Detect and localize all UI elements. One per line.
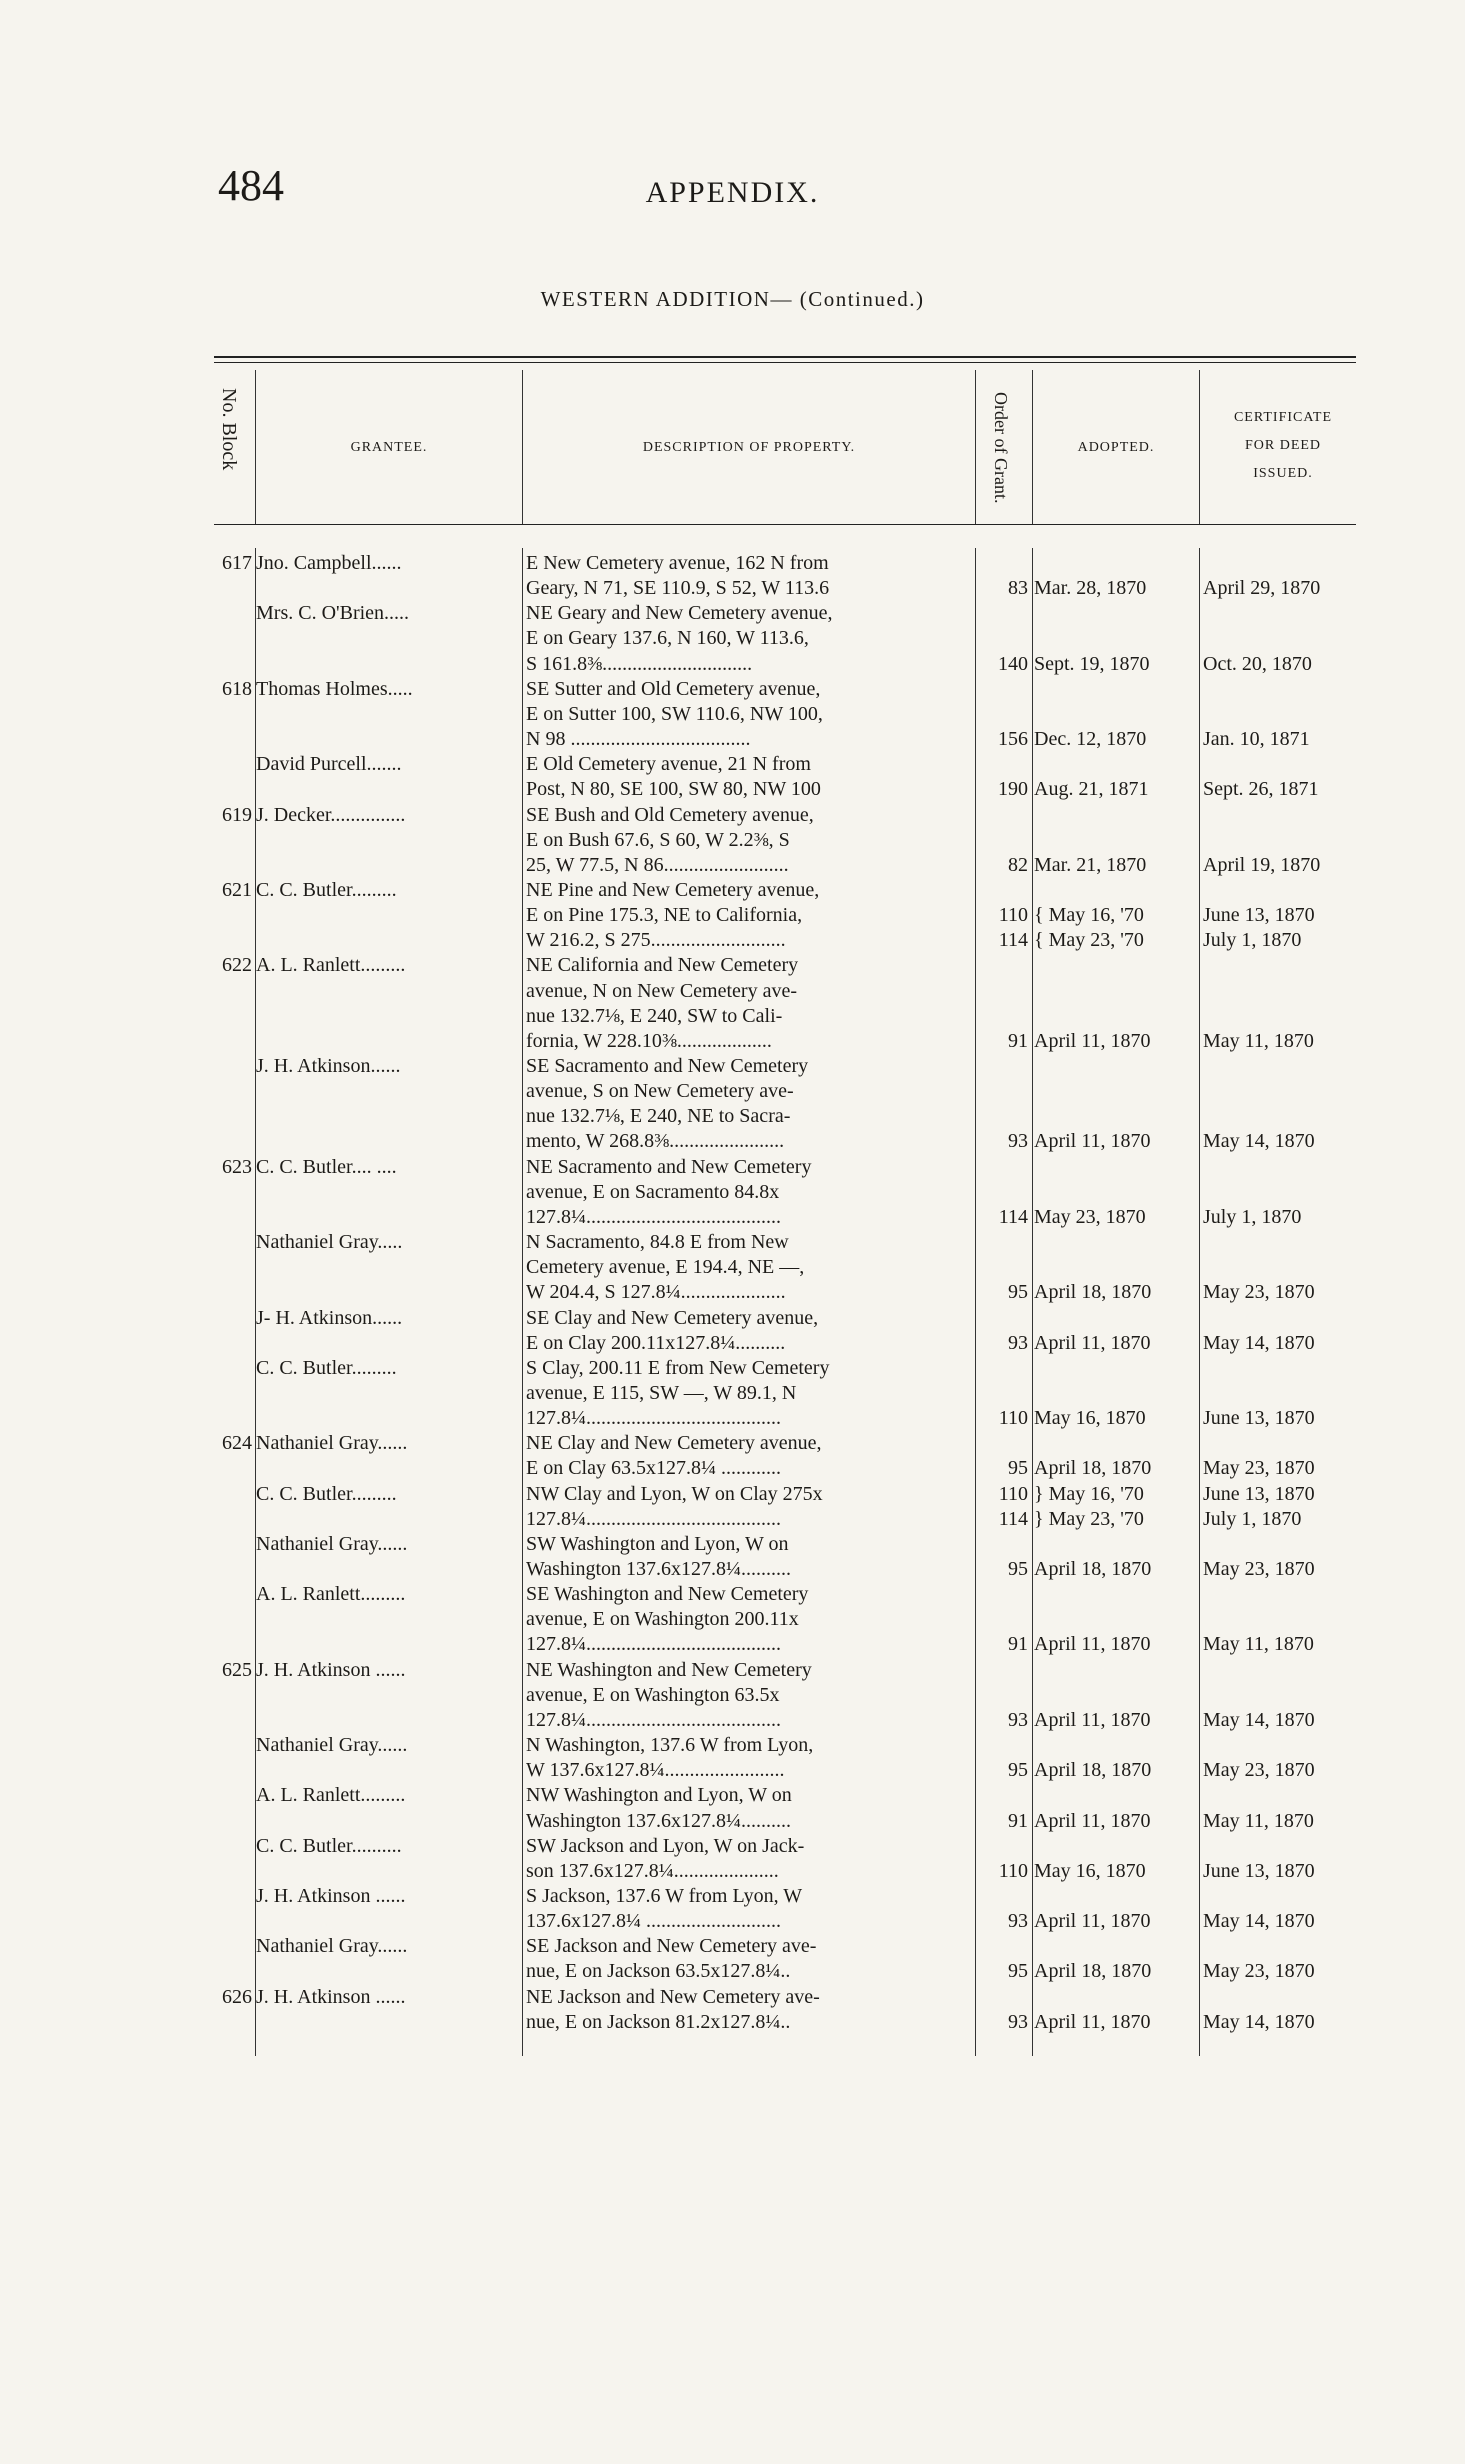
table-row bbox=[0, 1306, 1465, 1331]
grantee: Thomas Holmes..... bbox=[256, 677, 413, 700]
grantee: Mrs. C. O'Brien..... bbox=[256, 602, 410, 625]
table-row bbox=[0, 1985, 1465, 2010]
table-row bbox=[0, 1809, 1465, 1834]
property-description: N 98 .................................... bbox=[526, 728, 751, 751]
adopted-date: April 11, 1870 bbox=[1034, 1910, 1151, 1933]
property-description: SE Washington and New Cemetery bbox=[526, 1583, 809, 1606]
adopted-date: { May 16, '70 bbox=[1034, 904, 1144, 927]
grantee: J. H. Atkinson...... bbox=[256, 1055, 401, 1077]
table-row bbox=[0, 979, 1465, 1004]
order-of-grant: 110 bbox=[998, 904, 1028, 927]
adopted-date: April 18, 1870 bbox=[1034, 1457, 1152, 1480]
property-description: mento, W 268.8⅜....................... bbox=[526, 1130, 785, 1153]
table-row bbox=[0, 752, 1465, 777]
grantee: Nathaniel Gray...... bbox=[256, 1935, 408, 1958]
adopted-date: April 11, 1870 bbox=[1034, 1130, 1151, 1153]
table-row bbox=[0, 853, 1465, 878]
table-row bbox=[0, 1834, 1465, 1859]
adopted-date: April 11, 1870 bbox=[1034, 1633, 1151, 1656]
adopted-date: April 11, 1870 bbox=[1034, 1809, 1151, 1832]
adopted-date: { May 23, '70 bbox=[1034, 929, 1144, 952]
table-row bbox=[0, 1104, 1465, 1129]
property-description: SE Sutter and Old Cemetery avenue, bbox=[526, 677, 821, 700]
order-of-grant: 95 bbox=[1008, 1281, 1028, 1304]
property-description: SW Washington and Lyon, W on bbox=[526, 1532, 789, 1555]
property-description: nue, E on Jackson 81.2x127.8¼.. bbox=[526, 2010, 791, 2033]
property-description: 127.8¼....................................... bbox=[526, 1507, 781, 1530]
property-description: W 137.6x127.8¼........................ bbox=[526, 1759, 785, 1782]
property-description: W 204.4, S 127.8¼..................... bbox=[526, 1281, 786, 1304]
order-of-grant: 110 bbox=[998, 1859, 1028, 1882]
certificate-date: July 1, 1870 bbox=[1203, 929, 1302, 952]
block-number: 619 bbox=[222, 803, 252, 826]
header-adopted: ADOPTED. bbox=[1077, 440, 1155, 455]
header-certificate bbox=[1200, 404, 1366, 488]
table-row bbox=[0, 1909, 1465, 1934]
header-certificate-line-1: CERTIFICATE bbox=[1233, 410, 1333, 425]
table-row bbox=[0, 1632, 1465, 1657]
property-description: E on Clay 200.11x127.8¼.......... bbox=[526, 1331, 786, 1354]
property-description: NE California and New Cemetery bbox=[526, 954, 799, 977]
property-description: Geary, N 71, SE 110.9, S 52, W 113.6 bbox=[526, 577, 830, 600]
certificate-date: May 14, 1870 bbox=[1203, 1130, 1315, 1153]
order-of-grant: 190 bbox=[998, 778, 1028, 801]
property-description: 127.8¼....................................... bbox=[526, 1633, 781, 1656]
grantee: Nathaniel Gray...... bbox=[256, 1734, 408, 1757]
grantee: J. H. Atkinson ...... bbox=[256, 1658, 406, 1681]
block-number: 618 bbox=[222, 677, 252, 700]
header-order: Order of Grant. bbox=[991, 392, 1011, 504]
table-row bbox=[0, 1004, 1465, 1029]
table-row bbox=[0, 1934, 1465, 1959]
order-of-grant: 114 bbox=[998, 1507, 1028, 1530]
table-row bbox=[0, 1129, 1465, 1154]
order-of-grant: 93 bbox=[1008, 1331, 1028, 1354]
table-row bbox=[0, 1431, 1465, 1456]
adopted-date: April 18, 1870 bbox=[1034, 1759, 1152, 1782]
table-row bbox=[0, 1507, 1465, 1532]
adopted-date: April 11, 1870 bbox=[1034, 2010, 1151, 2033]
certificate-date: June 13, 1870 bbox=[1203, 1859, 1315, 1882]
order-of-grant: 95 bbox=[1008, 1759, 1028, 1782]
certificate-date: May 11, 1870 bbox=[1203, 1633, 1314, 1656]
table-row bbox=[0, 1280, 1465, 1305]
top-rule-thin bbox=[214, 362, 1356, 363]
property-description: Washington 137.6x127.8¼.......... bbox=[526, 1809, 792, 1832]
certificate-date: Jan. 10, 1871 bbox=[1203, 728, 1310, 751]
grantee: Nathaniel Gray...... bbox=[256, 1432, 408, 1455]
certificate-date: May 14, 1870 bbox=[1203, 1331, 1315, 1354]
order-of-grant: 156 bbox=[998, 728, 1028, 751]
table-row bbox=[0, 1708, 1465, 1733]
block-number: 617 bbox=[222, 552, 252, 574]
property-description: S 161.8⅜.............................. bbox=[526, 652, 753, 675]
property-description: E Old Cemetery avenue, 21 N from bbox=[526, 753, 811, 776]
col-divider-3 bbox=[975, 370, 976, 524]
adopted-date: Dec. 12, 1870 bbox=[1034, 728, 1147, 751]
table-row bbox=[0, 1683, 1465, 1708]
grantee: J. Decker............... bbox=[256, 803, 406, 826]
property-description: 127.8¼....................................... bbox=[526, 1407, 781, 1430]
property-description: 127.8¼....................................... bbox=[526, 1708, 781, 1731]
property-description: fornia, W 228.10⅜................... bbox=[526, 1029, 772, 1052]
property-description: N Sacramento, 84.8 E from New bbox=[526, 1231, 789, 1254]
certificate-date: May 23, 1870 bbox=[1203, 1281, 1315, 1304]
adopted-date: Sept. 19, 1870 bbox=[1034, 652, 1150, 675]
table-row bbox=[0, 1406, 1465, 1431]
certificate-date: May 23, 1870 bbox=[1203, 1457, 1315, 1480]
adopted-date: } May 23, '70 bbox=[1034, 1507, 1144, 1530]
certificate-date: May 23, 1870 bbox=[1203, 1759, 1315, 1782]
certificate-date: June 13, 1870 bbox=[1203, 904, 1315, 927]
block-number: 623 bbox=[222, 1155, 252, 1178]
certificate-date: April 19, 1870 bbox=[1203, 853, 1321, 876]
property-description: 25, W 77.5, N 86......................... bbox=[526, 853, 789, 876]
grantee: David Purcell....... bbox=[256, 753, 402, 776]
certificate-date: April 29, 1870 bbox=[1203, 577, 1321, 600]
grantee: J. H. Atkinson ...... bbox=[256, 1985, 406, 2008]
table-row bbox=[0, 1582, 1465, 1607]
header-block: No. Block bbox=[218, 388, 240, 471]
certificate-date: July 1, 1870 bbox=[1203, 1507, 1302, 1530]
table-row bbox=[0, 1155, 1465, 1180]
property-description: E on Clay 63.5x127.8¼ ............ bbox=[526, 1457, 781, 1480]
property-description: NE Jackson and New Cemetery ave- bbox=[526, 1985, 820, 2008]
order-of-grant: 114 bbox=[998, 929, 1028, 952]
table-row bbox=[0, 677, 1465, 702]
table-row bbox=[0, 1205, 1465, 1230]
top-rule bbox=[214, 356, 1356, 358]
table-row bbox=[0, 1054, 1465, 1079]
property-description: E New Cemetery avenue, 162 N from bbox=[526, 552, 829, 574]
grantee: J. H. Atkinson ...... bbox=[256, 1884, 406, 1907]
block-number: 624 bbox=[222, 1432, 252, 1455]
property-description: E on Pine 175.3, NE to California, bbox=[526, 904, 803, 927]
property-description: nue 132.7⅛, E 240, NE to Sacra- bbox=[526, 1105, 791, 1128]
order-of-grant: 91 bbox=[1008, 1809, 1028, 1832]
block-number: 625 bbox=[222, 1658, 252, 1681]
order-of-grant: 140 bbox=[998, 652, 1028, 675]
property-description: NE Clay and New Cemetery avenue, bbox=[526, 1432, 822, 1455]
order-of-grant: 93 bbox=[1008, 2010, 1028, 2033]
adopted-date: } May 16, '70 bbox=[1034, 1482, 1144, 1505]
property-description: avenue, S on New Cemetery ave- bbox=[526, 1080, 794, 1103]
property-description: NE Washington and New Cemetery bbox=[526, 1658, 812, 1681]
table-row bbox=[0, 652, 1465, 677]
property-description: Cemetery avenue, E 194.4, NE —, bbox=[526, 1256, 805, 1279]
certificate-date: July 1, 1870 bbox=[1203, 1205, 1302, 1228]
adopted-date: May 23, 1870 bbox=[1034, 1205, 1146, 1228]
table-row bbox=[0, 551, 1465, 576]
table-row bbox=[0, 1482, 1465, 1507]
order-of-grant: 93 bbox=[1008, 1130, 1028, 1153]
property-description: nue 132.7⅛, E 240, SW to Cali- bbox=[526, 1004, 783, 1027]
property-description: SE Sacramento and New Cemetery bbox=[526, 1055, 809, 1077]
table-row bbox=[0, 1381, 1465, 1406]
table-row bbox=[0, 928, 1465, 953]
table-row bbox=[0, 878, 1465, 903]
property-description: E on Bush 67.6, S 60, W 2.2⅜, S bbox=[526, 828, 790, 851]
table-row bbox=[0, 1733, 1465, 1758]
table-row bbox=[0, 1557, 1465, 1582]
table-row bbox=[0, 727, 1465, 752]
certificate-date: June 13, 1870 bbox=[1203, 1482, 1315, 1505]
property-description: son 137.6x127.8¼..................... bbox=[526, 1859, 779, 1882]
order-of-grant: 95 bbox=[1008, 1960, 1028, 1983]
grantee: A. L. Ranlett......... bbox=[256, 1583, 406, 1606]
property-description: NW Washington and Lyon, W on bbox=[526, 1784, 792, 1807]
table-row bbox=[0, 1230, 1465, 1255]
certificate-date: June 13, 1870 bbox=[1203, 1407, 1315, 1430]
grantee: Nathaniel Gray...... bbox=[256, 1532, 408, 1555]
block-number: 621 bbox=[222, 878, 252, 901]
adopted-date: April 18, 1870 bbox=[1034, 1281, 1152, 1304]
table-row bbox=[0, 1079, 1465, 1104]
property-description: nue, E on Jackson 63.5x127.8¼.. bbox=[526, 1960, 791, 1983]
table-row bbox=[0, 803, 1465, 828]
order-of-grant: 93 bbox=[1008, 1708, 1028, 1731]
order-of-grant: 93 bbox=[1008, 1910, 1028, 1933]
running-head: APPENDIX. bbox=[645, 176, 820, 209]
table-row bbox=[0, 828, 1465, 853]
header-description: DESCRIPTION OF PROPERTY. bbox=[642, 440, 856, 455]
property-description: avenue, E 115, SW —, W 89.1, N bbox=[526, 1381, 797, 1404]
property-description: SE Jackson and New Cemetery ave- bbox=[526, 1935, 817, 1958]
header-certificate-line-3: ISSUED. bbox=[1253, 466, 1313, 481]
grantee: C. C. Butler......... bbox=[256, 1356, 397, 1379]
table-row bbox=[0, 1331, 1465, 1356]
certificate-date: May 14, 1870 bbox=[1203, 2010, 1315, 2033]
property-description: Washington 137.6x127.8¼.......... bbox=[526, 1558, 792, 1580]
table-row bbox=[0, 1959, 1465, 1984]
header-certificate-line-2: FOR DEED bbox=[1244, 438, 1322, 453]
adopted-date: April 11, 1870 bbox=[1034, 1708, 1151, 1731]
property-description: 127.8¼....................................... bbox=[526, 1205, 781, 1228]
table-row bbox=[0, 1456, 1465, 1481]
property-description: avenue, E on Washington 200.11x bbox=[526, 1608, 799, 1631]
table-row bbox=[0, 1884, 1465, 1909]
grantee: C. C. Butler......... bbox=[256, 878, 397, 901]
table-row bbox=[0, 1607, 1465, 1632]
property-description: SE Clay and New Cemetery avenue, bbox=[526, 1306, 819, 1329]
header-rule bbox=[214, 524, 1356, 525]
block-number: 626 bbox=[222, 1985, 252, 2008]
adopted-date: April 11, 1870 bbox=[1034, 1331, 1151, 1354]
property-description: 137.6x127.8¼ ........................... bbox=[526, 1910, 781, 1933]
property-description: E on Geary 137.6, N 160, W 113.6, bbox=[526, 627, 809, 650]
order-of-grant: 91 bbox=[1008, 1633, 1028, 1656]
property-description: SE Bush and Old Cemetery avenue, bbox=[526, 803, 814, 826]
order-of-grant: 82 bbox=[1008, 853, 1028, 876]
property-description: NW Clay and Lyon, W on Clay 275x bbox=[526, 1482, 823, 1505]
adopted-date: Aug. 21, 1871 bbox=[1034, 778, 1149, 801]
grantee: C. C. Butler......... bbox=[256, 1482, 397, 1505]
table-row bbox=[0, 903, 1465, 928]
property-description: W 216.2, S 275........................... bbox=[526, 929, 786, 952]
adopted-date: April 18, 1870 bbox=[1034, 1960, 1152, 1983]
page-number: 484 bbox=[218, 161, 284, 210]
certificate-date: May 11, 1870 bbox=[1203, 1029, 1314, 1052]
table-row bbox=[0, 702, 1465, 727]
header-grantee: GRANTEE. bbox=[350, 440, 428, 455]
order-of-grant: 110 bbox=[998, 1482, 1028, 1505]
table-row bbox=[0, 1255, 1465, 1280]
table-row bbox=[0, 1029, 1465, 1054]
certificate-date: May 14, 1870 bbox=[1203, 1708, 1315, 1731]
certificate-date: May 23, 1870 bbox=[1203, 1558, 1315, 1580]
table-row bbox=[0, 1658, 1465, 1683]
table-row bbox=[0, 1356, 1465, 1381]
table-row bbox=[0, 1758, 1465, 1783]
adopted-date: Mar. 28, 1870 bbox=[1034, 577, 1147, 600]
adopted-date: Mar. 21, 1870 bbox=[1034, 853, 1147, 876]
table-row bbox=[0, 1783, 1465, 1808]
grantee: Jno. Campbell...... bbox=[256, 552, 402, 574]
order-of-grant: 91 bbox=[1008, 1029, 1028, 1052]
property-description: N Washington, 137.6 W from Lyon, bbox=[526, 1734, 814, 1757]
table-row bbox=[0, 1859, 1465, 1884]
order-of-grant: 95 bbox=[1008, 1457, 1028, 1480]
table-row bbox=[0, 2010, 1465, 2035]
certificate-date: May 14, 1870 bbox=[1203, 1910, 1315, 1933]
table-row bbox=[0, 576, 1465, 601]
property-description: avenue, E on Washington 63.5x bbox=[526, 1683, 780, 1706]
table-row bbox=[0, 1180, 1465, 1205]
order-of-grant: 95 bbox=[1008, 1558, 1028, 1580]
property-description: NE Sacramento and New Cemetery bbox=[526, 1155, 812, 1178]
table-row bbox=[0, 953, 1465, 978]
property-description: NE Geary and New Cemetery avenue, bbox=[526, 602, 833, 625]
property-description: avenue, N on New Cemetery ave- bbox=[526, 979, 797, 1002]
property-description: SW Jackson and Lyon, W on Jack- bbox=[526, 1834, 805, 1857]
order-of-grant: 110 bbox=[998, 1407, 1028, 1430]
grantee: A. L. Ranlett......... bbox=[256, 954, 406, 977]
grantee: C. C. Butler.... .... bbox=[256, 1155, 397, 1178]
property-description: NE Pine and New Cemetery avenue, bbox=[526, 878, 820, 901]
property-description: S Jackson, 137.6 W from Lyon, W bbox=[526, 1884, 803, 1907]
adopted-date: April 18, 1870 bbox=[1034, 1558, 1152, 1580]
table-row bbox=[0, 601, 1465, 626]
table-title: WESTERN ADDITION— (Continued.) bbox=[540, 287, 925, 311]
table-row bbox=[0, 626, 1465, 651]
grantee: J- H. Atkinson...... bbox=[256, 1306, 403, 1329]
grantee: A. L. Ranlett......... bbox=[256, 1784, 406, 1807]
adopted-date: April 11, 1870 bbox=[1034, 1029, 1151, 1052]
order-of-grant: 114 bbox=[998, 1205, 1028, 1228]
certificate-date: May 23, 1870 bbox=[1203, 1960, 1315, 1983]
property-description: Post, N 80, SE 100, SW 80, NW 100 bbox=[526, 778, 821, 801]
table-row bbox=[0, 1532, 1465, 1557]
certificate-date: Oct. 20, 1870 bbox=[1203, 652, 1312, 675]
property-description: E on Sutter 100, SW 110.6, NW 100, bbox=[526, 702, 823, 725]
certificate-date: Sept. 26, 1871 bbox=[1203, 778, 1319, 801]
adopted-date: May 16, 1870 bbox=[1034, 1407, 1146, 1430]
table-row bbox=[0, 777, 1465, 802]
block-number: 622 bbox=[222, 954, 252, 977]
property-description: avenue, E on Sacramento 84.8x bbox=[526, 1180, 780, 1203]
adopted-date: May 16, 1870 bbox=[1034, 1859, 1146, 1882]
order-of-grant: 83 bbox=[1008, 577, 1028, 600]
grantee: C. C. Butler.......... bbox=[256, 1834, 402, 1857]
property-description: S Clay, 200.11 E from New Cemetery bbox=[526, 1356, 830, 1379]
grantee: Nathaniel Gray..... bbox=[256, 1231, 403, 1254]
certificate-date: May 11, 1870 bbox=[1203, 1809, 1314, 1832]
